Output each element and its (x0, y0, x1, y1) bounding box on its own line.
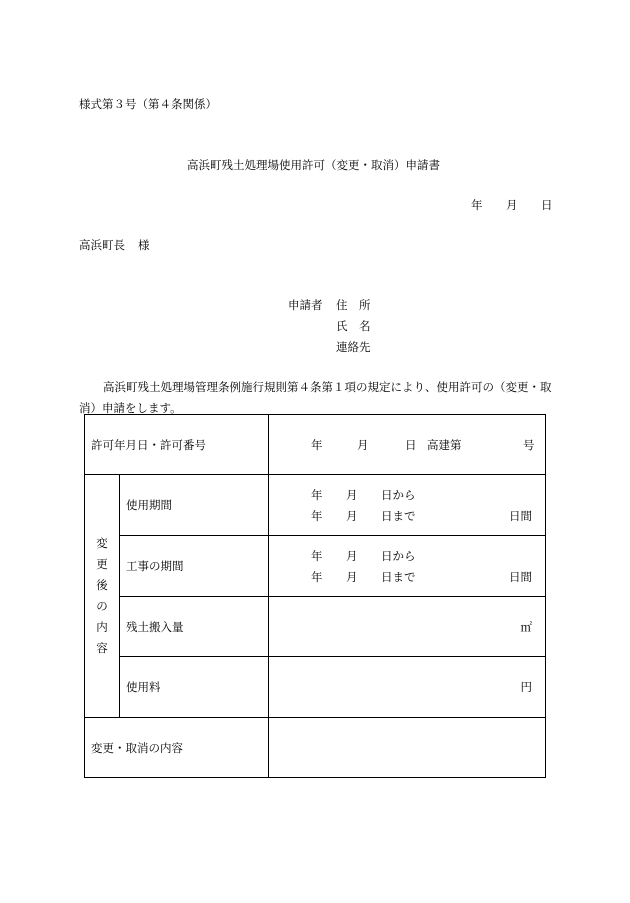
fee-label: 使用料 (126, 680, 161, 694)
change-content-label: 変更・取消の内容 (91, 740, 183, 755)
permit-row (85, 415, 546, 475)
usage-to-day: 日まで (381, 509, 416, 523)
permit-day: 日 (405, 438, 417, 452)
usage-to-year: 年 (311, 509, 323, 523)
fee-row (85, 657, 546, 718)
application-form-table (84, 414, 546, 778)
changed-section-char: 容 (96, 641, 108, 655)
addressee-name: 高浜町長 (79, 238, 125, 252)
construction-to-year: 年 (311, 570, 323, 584)
fee-value-cell[interactable] (269, 657, 546, 718)
soil-amount-value-cell[interactable] (269, 597, 546, 657)
applicant-label: 申請者 (288, 298, 323, 312)
change-content-label-cell (85, 718, 269, 778)
changed-section-char: 内 (96, 620, 108, 634)
applicant-contact-label: 連絡先 (336, 340, 371, 354)
change-content-row (85, 718, 546, 778)
changed-section-label-cell (85, 475, 120, 718)
construction-to-day: 日まで (381, 570, 416, 584)
soil-amount-label-cell (120, 597, 269, 657)
date-year: 年 (471, 198, 483, 212)
permit-year: 年 (311, 438, 323, 452)
usage-from-month: 月 (346, 488, 358, 502)
date-month: 月 (506, 198, 518, 212)
construction-from-month: 月 (346, 549, 358, 563)
soil-amount-row (85, 597, 546, 657)
construction-to-month: 月 (346, 570, 358, 584)
changed-section-char: 更 (96, 557, 108, 571)
permit-label-cell (85, 415, 269, 475)
soil-amount-label: 残土搬入量 (126, 619, 184, 634)
addressee-honorific: 様 (138, 238, 150, 252)
change-content-value-cell[interactable] (269, 718, 546, 778)
usage-period-label-cell (120, 475, 269, 536)
applicant-name-label: 氏 名 (336, 319, 371, 333)
usage-period-label: 使用期間 (126, 498, 172, 512)
fee-unit: 円 (520, 680, 532, 694)
soil-amount-unit: ㎡ (520, 620, 532, 634)
form-number: 様式第３号（第４条関係） (79, 97, 217, 111)
usage-unit: 日間 (509, 509, 532, 523)
permit-prefix: 高建第 (427, 438, 462, 452)
date-day: 日 (541, 198, 553, 212)
changed-section-label (85, 533, 119, 659)
permit-label: 許可年月日・許可番号 (91, 437, 206, 452)
construction-period-row (85, 536, 546, 597)
changed-section-char: の (96, 599, 108, 613)
permit-suffix: 号 (523, 438, 535, 452)
construction-period-label: 工事の期間 (126, 559, 184, 573)
applicant-address-label: 住 所 (336, 298, 371, 312)
changed-section-char: 変 (96, 536, 108, 550)
usage-period-row (85, 475, 546, 536)
changed-section-char: 後 (96, 578, 108, 592)
document-title: 高浜町残土処理場使用許可（変更・取消）申請書 (187, 158, 440, 172)
usage-to-month: 月 (346, 509, 358, 523)
permit-month: 月 (357, 438, 369, 452)
construction-from-year: 年 (311, 549, 323, 563)
construction-unit: 日間 (509, 570, 532, 584)
usage-period-value-cell[interactable] (269, 475, 546, 536)
construction-period-value-cell[interactable] (269, 536, 546, 597)
construction-from-day: 日から (381, 549, 416, 563)
usage-from-day: 日から (381, 488, 416, 502)
usage-from-year: 年 (311, 488, 323, 502)
body-text: 高浜町残土処理場管理条例施行規則第４条第１項の規定により、使用許可の（変更・取消）申請をします。 (79, 380, 552, 415)
permit-value-cell[interactable] (269, 415, 546, 475)
construction-period-label-cell (120, 536, 269, 597)
fee-label-cell (120, 657, 269, 718)
